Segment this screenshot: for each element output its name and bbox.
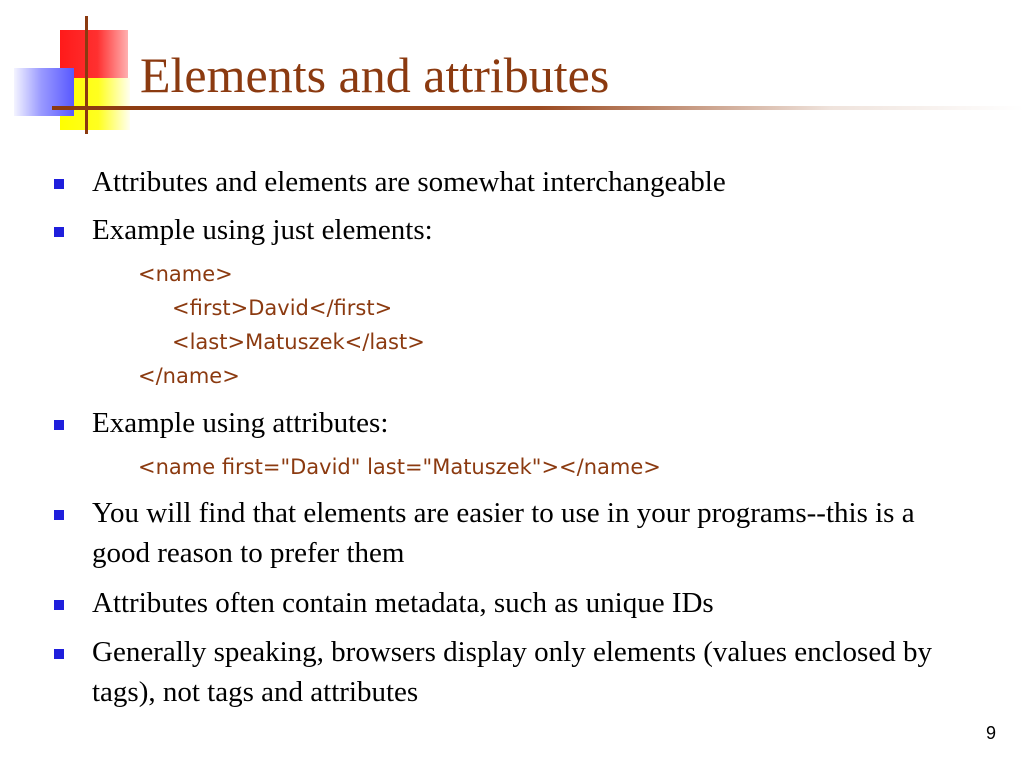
bullet-item: Attributes and elements are somewhat interchangeable bbox=[92, 166, 726, 198]
code-line: <name> bbox=[138, 262, 233, 286]
bullet-marker-icon bbox=[54, 227, 64, 237]
bullet-marker-icon bbox=[54, 600, 64, 610]
bullet-item: Generally speaking, browsers display only elements (values enclosed by tags), not tags and attributes bbox=[92, 636, 932, 708]
bullet-marker-icon bbox=[54, 510, 64, 520]
code-line: <name first="David" last="Matuszek"></name> bbox=[138, 455, 661, 479]
bullet-item: You will find that elements are easier to use in your programs--this is a good reason to prefer them bbox=[92, 497, 915, 569]
bullet-marker-icon bbox=[54, 179, 64, 189]
bullet-marker-icon bbox=[54, 649, 64, 659]
slide-title: Elements and attributes bbox=[140, 47, 610, 103]
code-line: </name> bbox=[138, 364, 240, 388]
code-line: <last>Matuszek</last> bbox=[172, 330, 425, 354]
code-line: <first>David</first> bbox=[172, 296, 393, 320]
bullet-marker-icon bbox=[54, 420, 64, 430]
page-number: 9 bbox=[985, 723, 996, 743]
bullet-item: Attributes often contain metadata, such as unique IDs bbox=[92, 587, 714, 619]
bullet-item: Example using just elements: bbox=[92, 214, 433, 246]
bullet-item: Example using attributes: bbox=[92, 407, 389, 439]
